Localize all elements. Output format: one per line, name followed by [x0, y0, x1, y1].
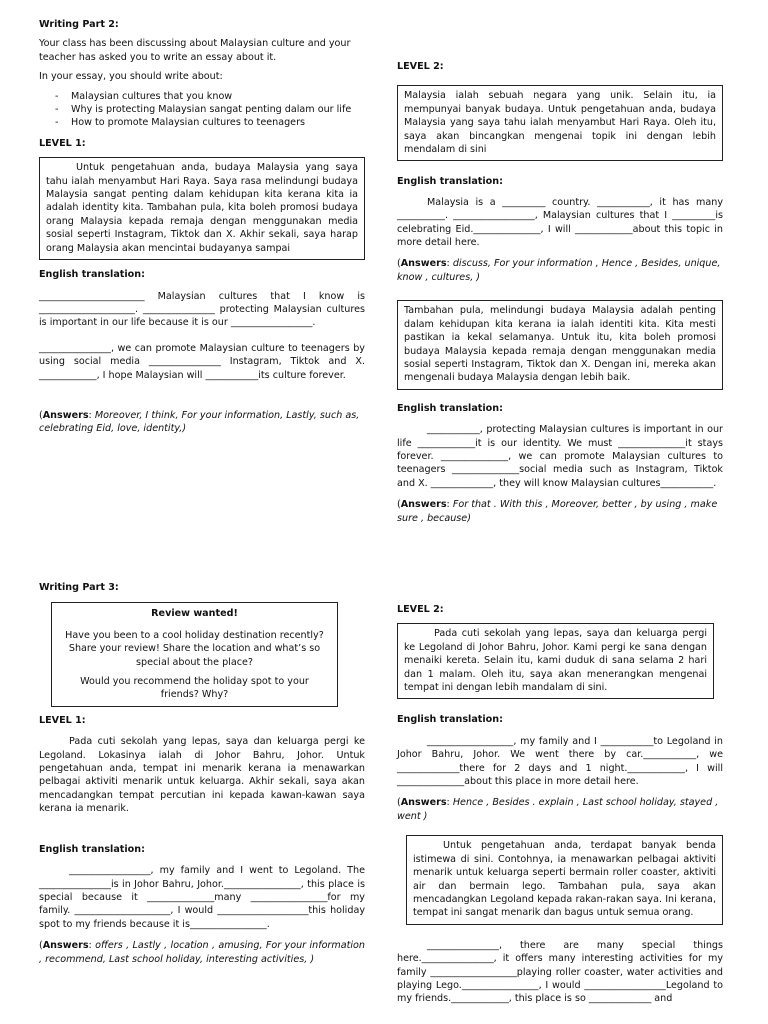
- part2-intro2: In your essay, you should write about:: [39, 71, 223, 83]
- part2-level2-box-1: Malaysia ialah sebuah negara yang unik. Selain itu, ia mempunyai banyak budaya. Untuk pengetahuan anda, budaya Malaysia yang saya tahu ialah menyambut Hari Raya. Oleh itu, saya akan bincangkan mengenai topik ini dengan lebih mendalam di sini: [397, 85, 723, 161]
- review-title: Review wanted!: [151, 608, 238, 620]
- part3-level1-translation: _________________, my family and I went to Legoland. The _______________is in Johor Bahru, Johor.________________, this place is special because it ______________many ________________for my family. ____________________, I would ___________________this holiday spot to my friends because it is________________.: [39, 865, 365, 930]
- part2-bullet: - How to promote Malaysian cultures to teenagers: [55, 116, 365, 129]
- part3-level2-box-1: Pada cuti sekolah yang lepas, saya dan keluarga pergi ke Legoland di Johor Bahru, Johor. Kami pergi ke sana dengan menaiki kereta. Selain itu, kami duduk di sana selama 2 hari dan 1 malam. Oleh itu, saya akan menerangkan mengenai tempat ini dengan lebih mandalam di sini.: [397, 623, 714, 699]
- part3-level2-translation-heading: English translation:: [397, 714, 503, 726]
- part2-intro: Your class has been discussing about Malaysian culture and your teacher has asked you to write an essay about it.: [39, 38, 351, 63]
- part3-level1-heading: LEVEL 1:: [39, 714, 86, 726]
- part3-level1-paragraph: Pada cuti sekolah yang lepas, saya dan keluarga pergi ke Legoland. Lokasinya ialah di Johor Bahru, Johor. Untuk pengetahuan anda, tempat ini menarik kerana ia menawarkan pelbagai aktiviti menarik untuk keluarga. Akhir sekali, saya akan mencadangkan tempat percutian ini kepada kawan-kawan saya kerana ia menarik.: [39, 736, 365, 815]
- part3-level2-heading: LEVEL 2:: [397, 604, 444, 615]
- part3-right-column: [397, 603, 723, 1006]
- part3-left-column: [39, 581, 365, 966]
- part2-left-column: [39, 18, 365, 436]
- part2-level2-translation-heading-1: English translation:: [397, 176, 503, 188]
- part2-level1-translation-heading: English translation:: [39, 269, 145, 281]
- part3-level1-answers: (Answers: offers , Lastly , location , amusing, For your information , recommend, Last school holiday, interesting activities, ): [39, 940, 365, 965]
- part2-level2-heading: LEVEL 2:: [397, 61, 444, 72]
- part2-title: Writing Part 2:: [39, 19, 119, 30]
- part2-level1-translation-2: _______________, we can promote Malaysian culture to teenagers by using social media _______________ Instagram, Tiktok and X. ____________, I hope Malaysian will ___________its culture forever.: [39, 342, 365, 381]
- part2-level2-translation-1: Malaysia is a _________ country. ___________, it has many __________. _________________, Malaysian cultures that I _________is celebrating Eid.______________, I will ____________about this topic in more detail here.: [397, 196, 723, 249]
- part2-level1-heading: LEVEL 1:: [39, 137, 86, 149]
- part3-level2-box-2: Untuk pengetahuan anda, terdapat banyak benda istimewa di sini. Contohnya, ia menawarkan pelbagai aktiviti menarik untuk keluarga seperti bermain roller coaster, aktiviti air dan bermain lego. Tambahan pula, saya akan mencadangkan Legoland kepada rakan-rakan saya. Ini kerana, tempat ini sangat menarik dan bagus untuk semua orang.: [406, 835, 723, 924]
- part2-level1-translation-1: ______________________ Malaysian cultures that I know is ____________________. _______________ protecting Malaysian cultures is important in our life because it is our _________________.: [39, 290, 365, 329]
- part3-level1-translation-heading: English translation:: [39, 843, 145, 855]
- part2-level2-translation-2: ___________, protecting Malaysian cultures is important in our life ____________it is our identity. We must ______________it stays forever. ______________, we can promote Malaysian cultures to teenagers ______________social media such as Instagram, Tiktok and X. _____________, they will know Malaysian cultures___________.: [397, 424, 723, 489]
- part2-level2-box-2: Tambahan pula, melindungi budaya Malaysia adalah penting dalam kehidupan kita kerana ia ialah identiti kita. Kita mesti pastikan ia kekal selamanya. Untuk itu, kita boleh promosi budaya Malaysia kepada remaja dengan menggunakan media sosial seperti Instagram, Tiktok dan X. Dengan ini, mereka akan mengenali budaya Malaysia dengan lebih baik.: [397, 300, 723, 389]
- part2-bullet: - Malaysian cultures that you know: [55, 90, 365, 103]
- part2-level2-translation-heading-2: English translation:: [397, 402, 503, 414]
- part2-level1-box: Untuk pengetahuan anda, budaya Malaysia yang saya tahu ialah menyambut Hari Raya. Saya rasa melindungi budaya Malaysia sangat penting dalam kehidupan kita kerana kita ia adalah identity kita. Tambahan pula, kita boleh promosi budaya orang Malaysia kepada remaja dengan menggunakan media sosial seperti Instagram, Tiktok dan X. Akhir sekali, saya harap orang Malaysia akan mencintai budayanya sampai: [39, 157, 365, 260]
- part3-level2-translation-1: __________________, my family and I ___________to Legoland in Johor Bahru, Johor. We went there by car.___________, we _____________there for 2 days and 1 night.____________, I will ______________about this place in more detail here.: [397, 735, 723, 788]
- part2-level1-answers: (Answers: Moreover, I think, For your information, Lastly, such as, celebrating Eid, love, identity,): [39, 409, 360, 435]
- part2-level2-answers-2: (Answers: For that . With this , Moreover, better , by using , make sure , because): [397, 499, 718, 524]
- review-paragraph-2: Would you recommend the holiday spot to your friends? Why?: [80, 676, 309, 701]
- part2-bullet-list: [39, 90, 365, 130]
- part2-right-column: [397, 60, 723, 525]
- part3-level2-translation-2: _______________, there are many special things here._______________, it offers many interesting activities for my family __________________playing roller coaster, water activities and playing Lego.________________, I would _________________Legoland to my friends.____________, this place is so _____________ and: [397, 939, 723, 1005]
- part3-title: Writing Part 3:: [39, 582, 119, 593]
- part3-level2-answers: (Answers: Hence , Besides . explain , Last school holiday, stayed , went ): [397, 797, 719, 822]
- part2-level2-answers-1: (Answers: discuss, For your information , Hence , Besides, unique, know , cultures, ): [397, 258, 721, 283]
- review-paragraph-1: Have you been to a cool holiday destination recently? Share your review! Share the location and what’s so special about the place?: [65, 629, 324, 668]
- review-wanted-box: [51, 602, 338, 706]
- part2-bullet: - Why is protecting Malaysian sangat penting dalam our life: [55, 103, 365, 116]
